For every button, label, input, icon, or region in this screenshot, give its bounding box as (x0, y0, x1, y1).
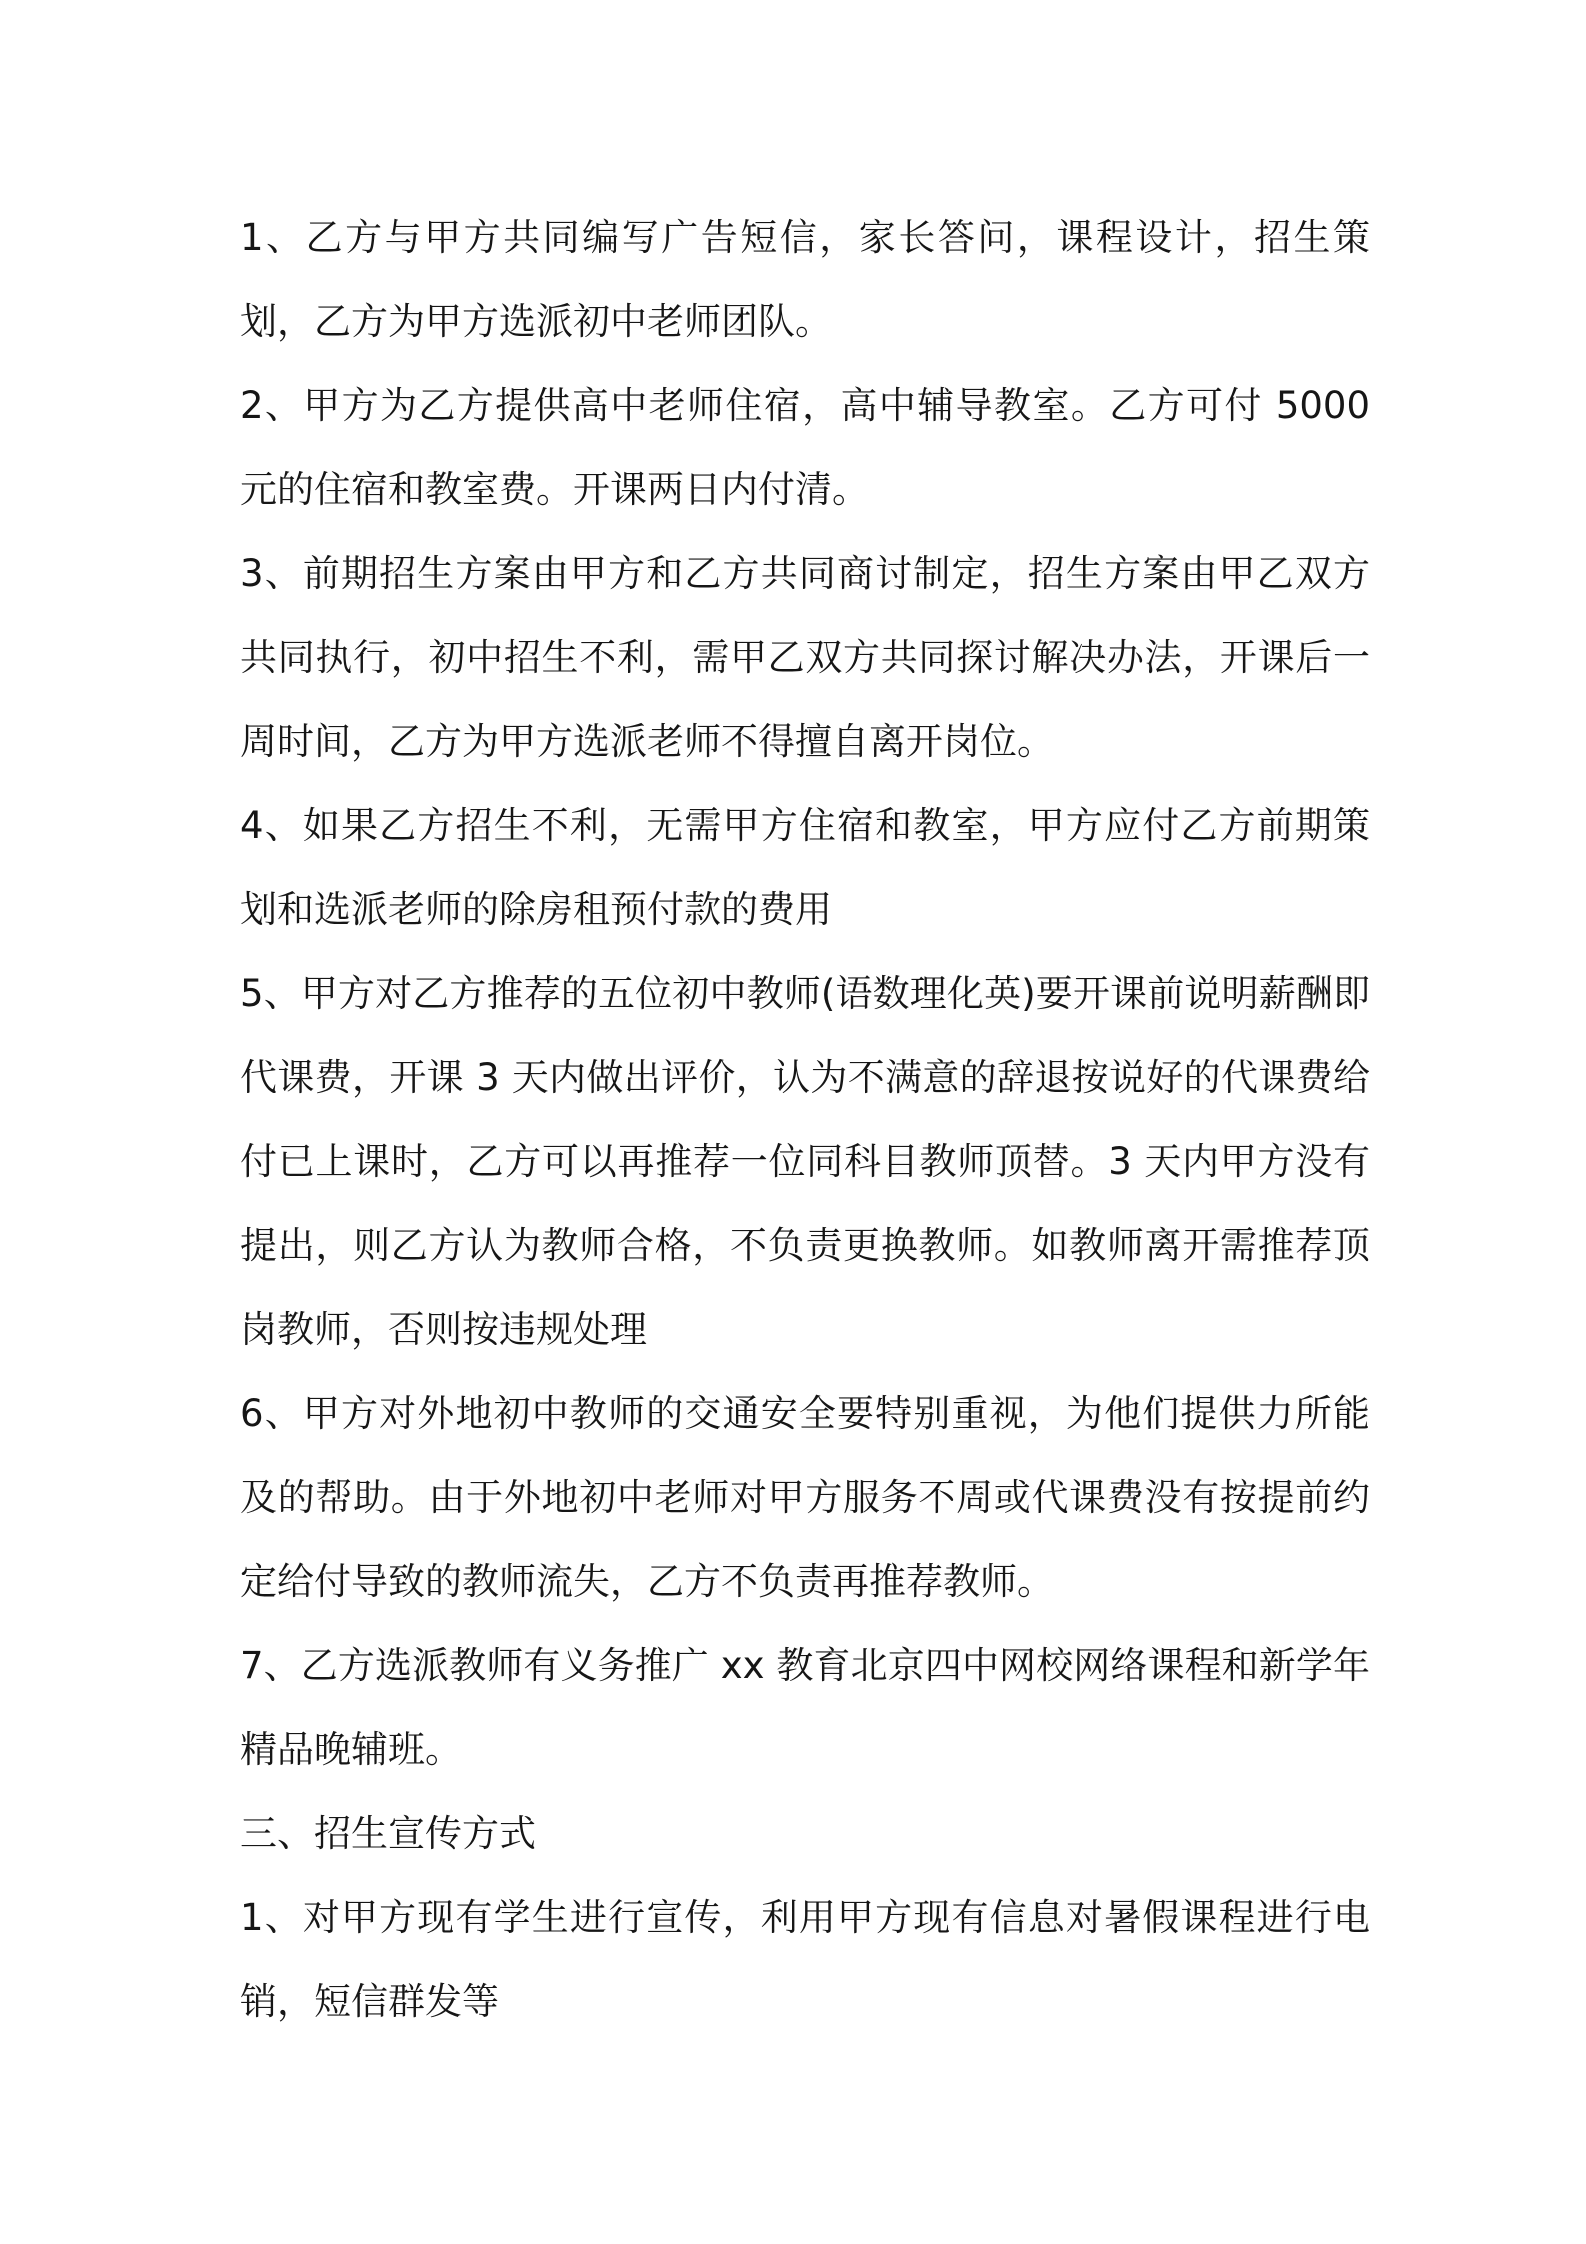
paragraph-8: 1、对甲方现有学生进行宣传，利用甲方现有信息对暑假课程进行电销，短信群发等 (240, 1896, 1370, 2023)
paragraph-4: 4、如果乙方招生不利，无需甲方住宿和教室，甲方应付乙方前期策划和选派老师的除房租预付款的费用 (240, 804, 1370, 931)
paragraph-2: 2、甲方为乙方提供高中老师住宿，高中辅导教室。乙方可付 5000 元的住宿和教室费。开课两日内付清。 (240, 384, 1370, 511)
section-heading: 三、招生宣传方式 (240, 1812, 536, 1855)
paragraph-6: 6、甲方对外地初中教师的交通安全要特别重视，为他们提供力所能及的帮助。由于外地初中老师对甲方服务不周或代课费没有按提前约定给付导致的教师流失，乙方不负责再推荐教师。 (240, 1392, 1370, 1603)
paragraph-5: 5、甲方对乙方推荐的五位初中教师(语数理化英)要开课前说明薪酬即代课费，开课 3 天内做出评价，认为不满意的辞退按说好的代课费给付已上课时，乙方可以再推荐一位同科目教师顶替。3 天内甲方没有提出，则乙方认为教师合格，不负责更换教师。如教师离开需推荐顶岗教师，否则按违规处理 (240, 972, 1370, 1351)
paragraph-7: 7、乙方选派教师有义务推广 xx 教育北京四中网校网络课程和新学年精品晚辅班。 (240, 1644, 1370, 1771)
document-body (240, 196, 1370, 2044)
paragraph-1: 1、乙方与甲方共同编写广告短信，家长答问，课程设计，招生策划，乙方为甲方选派初中老师团队。 (240, 216, 1370, 343)
paragraph-3: 3、前期招生方案由甲方和乙方共同商讨制定，招生方案由甲乙双方共同执行，初中招生不利，需甲乙双方共同探讨解决办法，开课后一周时间，乙方为甲方选派老师不得擅自离开岗位。 (240, 552, 1370, 763)
